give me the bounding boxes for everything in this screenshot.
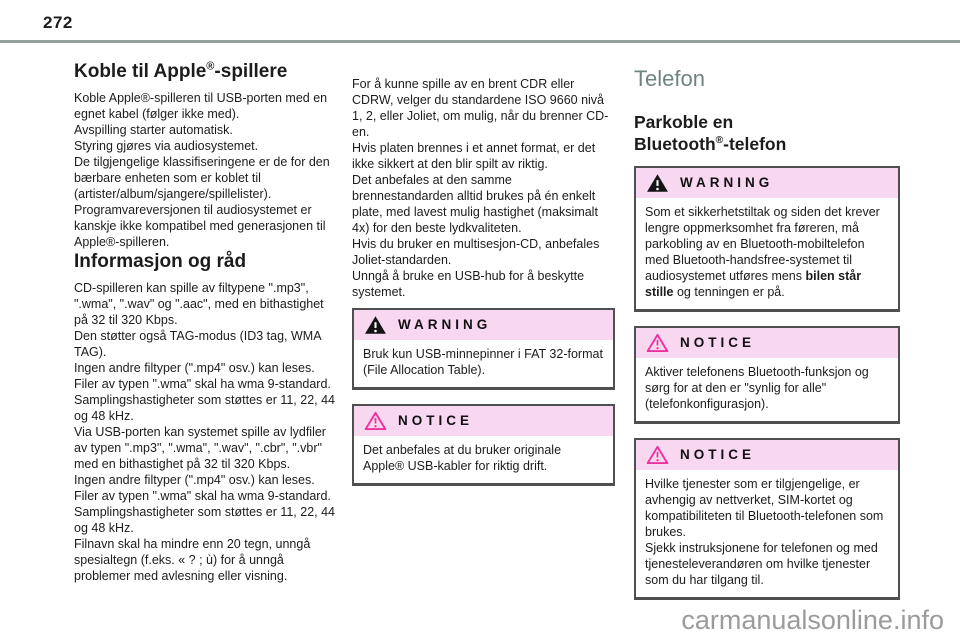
sub-heading-line2: Bluetooth [634,134,716,154]
notice-box [634,326,900,424]
notice-box [352,404,615,486]
section-title-text: Koble til Apple [74,61,207,82]
paragraph: Filnavn skal ha mindre enn 20 tegn, unngå spesialtegn (f.eks. « ? ; ù) for å unngå problemer med avlesning eller visning. [74,537,311,583]
warning-box-header [636,168,898,198]
warning-text: Som et sikkerhetstiltak og siden det krever lengre oppmerksomhet fra føreren, må parkobling av en Bluetooth-mobiltelefon med Bluetooth-handsfree-systemet til audiosystemet utføres mens [645,205,880,283]
paragraph: Programvareversjonen til audiosystemet er kanskje ikke kompatibel med generasjonen til Apple®-spilleren. [74,203,326,249]
paragraph: CD-spilleren kan spille av filtypene ".mp3", ".wma", ".wav" og ".aac", med en bithastighet på 32 til 320 Kbps. [74,281,324,327]
watermark: carmanualsonline.info [681,605,944,635]
paragraph: Filer av typen ".wma" skal ha wma 9-standard. [74,377,331,391]
notice-triangle-icon [364,411,387,431]
header-rule [0,40,960,43]
sub-heading-line1: Parkoble en [634,112,734,132]
notice-box-body: Det anbefales at du bruker originale Apple® USB-kabler for riktig drift. [363,443,562,473]
paragraph: Ingen andre filtyper (".mp4" osv.) kan leses. [74,473,315,487]
notice-label: NOTICE [680,447,756,462]
paragraph: Via USB-porten kan systemet spille av lydfiler av typen ".mp3", ".wma", ".wav", ".cbr", ".vbr" med en bithastighet på 32 til 320 Kbps. [74,425,326,471]
notice-box-body [636,470,898,597]
notice-box-body: Aktiver telefonens Bluetooth-funksjon og sørg for at den er "synlig for alle" (telefonkonfigurasjon). [645,365,869,411]
notice-label: NOTICE [398,413,474,428]
sub-heading-line2: -telefon [723,134,787,154]
warning-triangle-icon [364,315,387,335]
paragraph: Hvis platen brennes i et annet format, er det ikke sikkert at den blir spilt av riktig. [352,141,596,171]
paragraph: Filer av typen ".wma" skal ha wma 9-standard. [74,489,331,503]
section-title-information: Informasjon og råd [74,251,247,272]
page-number: 272 [43,13,73,32]
section-title-text: -spillere [214,61,288,82]
registered-mark: ® [715,135,724,147]
column-right [634,60,900,600]
paragraph: Unngå å bruke en USB-hub for å beskytte systemet. [352,269,585,299]
paragraph: Samplingshastigheter som støttes er 11, 22, 44 og 48 kHz. [74,505,336,535]
warning-text: og tenningen er på. [673,285,785,299]
notice-box-header [636,328,898,358]
notice-box-header [636,440,898,470]
paragraph: Avspilling starter automatisk. [74,123,233,137]
warning-text-bold: bilen står stille [645,269,862,299]
notice-text: Hvilke tjenester som er tilgjengelige, er avhengig av nettverket, SIM-kortet og kompatibiliteten til Bluetooth-telefonen som brukes. [645,477,884,539]
warning-box [634,166,900,312]
paragraph: Ingen andre filtyper (".mp4" osv.) kan leses. [74,361,315,375]
warning-triangle-icon [646,173,669,193]
notice-label: NOTICE [680,335,756,350]
warning-box-header [354,310,613,340]
paragraph: Hvis du bruker en multisesjon-CD, anbefales Joliet-standarden. [352,237,600,267]
paragraph: Styring gjøres via audiosystemet. [74,139,259,153]
warning-box-body: Bruk kun USB-minnepinner i FAT 32-format (File Allocation Table). [363,347,603,377]
column-middle [352,60,615,486]
notice-triangle-icon [646,333,669,353]
paragraph: De tilgjengelige klassifiseringene er de for den bærbare enheten som er koblet til (artister/album/sjangere/spillelister). [74,155,330,201]
section-title-apple-players [74,60,338,83]
warning-box-body [636,198,898,309]
paragraph: Det anbefales at den samme brennestandarden alltid brukes på én enkelt plate, med lavest mulig hastighet (maksimalt 4x) for den beste lydkvaliteten. [352,173,598,235]
notice-box [634,438,900,600]
notice-triangle-icon [646,445,669,465]
registered-mark: ® [206,60,215,73]
notice-box-header [354,406,613,436]
notice-text: Sjekk instruksjonene for telefonen og med tjenesteleverandøren om hvilke tjenester som du har tilgang til. [645,541,878,587]
paragraph: Den støtter også TAG-modus (ID3 tag, WMA TAG). [74,329,321,359]
paragraph: For å kunne spille av en brent CDR eller CDRW, velger du standardene ISO 9660 nivå 1, 2, eller Joliet, om mulig, når du brenner CD-en. [352,77,609,139]
paragraph: Samplingshastigheter som støttes er 11, 22, 44 og 48 kHz. [74,393,336,423]
paragraph: Koble Apple®-spilleren til USB-porten med en egnet kabel (følger ikke med). [74,91,328,121]
section-title-pair-bluetooth [634,111,900,155]
warning-label: WARNING [680,175,774,190]
warning-box [352,308,615,390]
column-left [74,60,338,584]
chapter-title-telefon: Telefon [634,66,705,91]
warning-label: WARNING [398,317,492,332]
